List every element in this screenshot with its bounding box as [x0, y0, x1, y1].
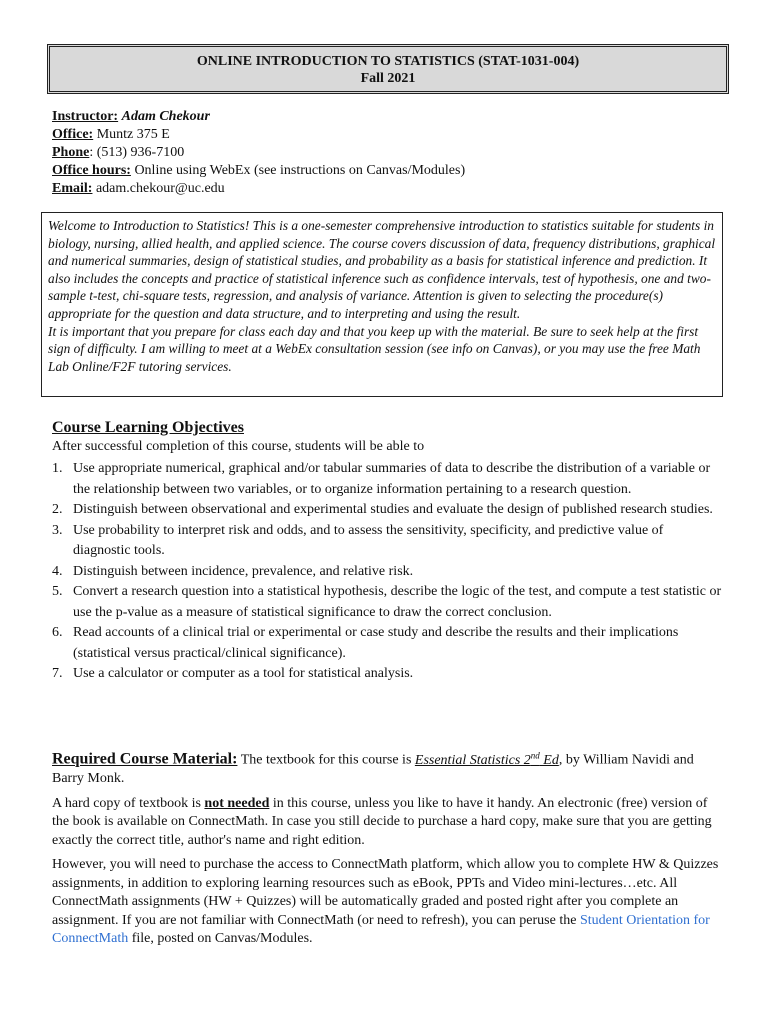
objective-text: Distinguish between incidence, prevalence, and relative risk. — [73, 563, 414, 579]
objective-item — [52, 562, 722, 583]
textbook-paragraph — [52, 746, 727, 789]
objective-item — [52, 500, 722, 521]
office-label: Office: — [52, 127, 94, 142]
book-title-text: Essential Statistics 2 — [414, 752, 531, 768]
help-paragraph: It is important that you prepare for class each day and that you keep up with the material. Be sure to seek help at the first sign of difficulty. I am willing to meet at a WebEx consultation session (see info on Canvas), or you may use the free Math Lab Online/F2F tutoring services. — [48, 323, 701, 374]
instructor-name: Adam Chekour — [121, 109, 210, 124]
phone-value: : (513) 936-7100 — [89, 145, 185, 160]
objective-number: 7. — [52, 666, 63, 681]
objective-item — [52, 623, 722, 664]
objective-number: 1. — [52, 461, 63, 476]
email-row — [52, 180, 465, 198]
objective-item — [52, 521, 722, 562]
phone-label: Phone — [52, 145, 90, 160]
objectives-intro: After successful completion of this course, students will be able to — [52, 439, 425, 454]
objective-text: Convert a research question into a statistical hypothesis, describe the logic of the test, and compute a test statistic or use the p-value as a measure of statistical significance to draw the correct conclusion. — [73, 584, 722, 620]
book-edition-sup: nd — [530, 750, 540, 760]
not-needed-emphasis: not needed — [204, 795, 270, 811]
term: Fall 2021 — [360, 71, 416, 86]
office-hours-row — [52, 162, 465, 180]
textbook-intro-text: The textbook for this course is — [237, 752, 415, 768]
objective-text: Distinguish between observational and experimental studies and evaluate the design of published research studies. — [73, 502, 713, 517]
course-title: ONLINE INTRODUCTION TO STATISTICS (STAT-1031-004) — [196, 54, 580, 69]
connectmath-text: However, you will need to purchase the access to ConnectMath platform, which allow you to complete HW & Quizzes assignments, in addition to exploring learning resources such as eBook, PPTs and Video mini-lectures…etc. All ConnectMath assignments (HW + Quizzes) will be automatically graded and posted right after you complete an assignment. If you are not familiar with ConnectMath (or need to refresh), you can peruse the — [52, 857, 719, 928]
office-row — [52, 126, 465, 144]
welcome-box — [41, 212, 723, 397]
orientation-link[interactable]: Student Orientation for ConnectMath — [52, 912, 710, 947]
objective-item — [52, 664, 722, 685]
office-hours-label: Office hours: — [52, 163, 131, 178]
instructor-row — [52, 108, 465, 126]
instructor-label: Instructor: — [52, 109, 119, 124]
connectmath-after-text: file, posted on Canvas/Modules. — [128, 931, 313, 947]
objective-text: Use probability to interpret risk and odds, and to assess the sensitivity, specificity, and predictive value of diagnostic tools. — [73, 522, 664, 558]
objective-text: Use appropriate numerical, graphical and/or tabular summaries of data to describe the distribution of a variable or the relationship between two variables, or to organize information pertaining to a research question. — [73, 461, 711, 497]
office-hours-value: Online using WebEx (see instructions on Canvas/Modules) — [134, 163, 466, 178]
objective-number: 2. — [52, 502, 63, 517]
objective-item — [52, 459, 722, 500]
objective-text: Use a calculator or computer as a tool for statistical analysis. — [73, 666, 414, 681]
phone-row — [52, 144, 465, 162]
objective-number: 5. — [52, 584, 63, 599]
connectmath-paragraph — [52, 856, 727, 949]
office-value: Muntz 375 E — [96, 127, 170, 142]
objective-number: 6. — [52, 625, 63, 640]
instructor-info — [52, 108, 465, 198]
hard-copy-intro: A hard copy of textbook is — [52, 795, 205, 811]
objective-number: 3. — [52, 522, 63, 538]
course-material-section — [52, 746, 727, 955]
objectives-heading: Course Learning Objectives — [52, 419, 244, 436]
book-authors-text: , by William Navidi and Barry Monk. — [52, 752, 694, 787]
objective-number: 4. — [52, 563, 63, 579]
book-title — [414, 750, 559, 768]
material-heading: Required Course Material: — [52, 750, 238, 768]
email-value[interactable]: adam.chekour@uc.edu — [95, 181, 225, 196]
hard-copy-details: in this course, unless you like to have it handy. An electronic (free) version of the book is available on ConnectMath. In case you still decide to purchase a hard copy, make sure that you are getting exactly the correct title, author's name and right edition. — [52, 795, 712, 848]
objectives-list — [52, 459, 722, 685]
book-edition-text: Ed — [539, 752, 559, 768]
objective-text: Read accounts of a clinical trial or experimental or case study and describe the results and their implications (statistical versus practical/clinical significance). — [73, 625, 679, 661]
course-title-box — [47, 44, 729, 94]
welcome-paragraph: Welcome to Introduction to Statistics! This is a one-semester comprehensive introduction to statistics suitable for students in biology, nursing, allied health, and applied science. The course covers discussion of data, frequency distributions, graphical and numerical summaries, design of statistical studies, and probability as a basis for statistical inference and prediction. It also includes the concepts and practice of statistical inference such as confidence intervals, test of hypothesis, one and two-sample t-test, chi-square tests, regression, and analysis of variance. Attention is given to selecting the procedure(s) appropriate for the question and data structure, and to interpreting and using the result. — [48, 218, 716, 321]
hard-copy-paragraph — [52, 795, 727, 851]
objective-item — [52, 582, 722, 623]
email-label: Email: — [52, 181, 93, 196]
